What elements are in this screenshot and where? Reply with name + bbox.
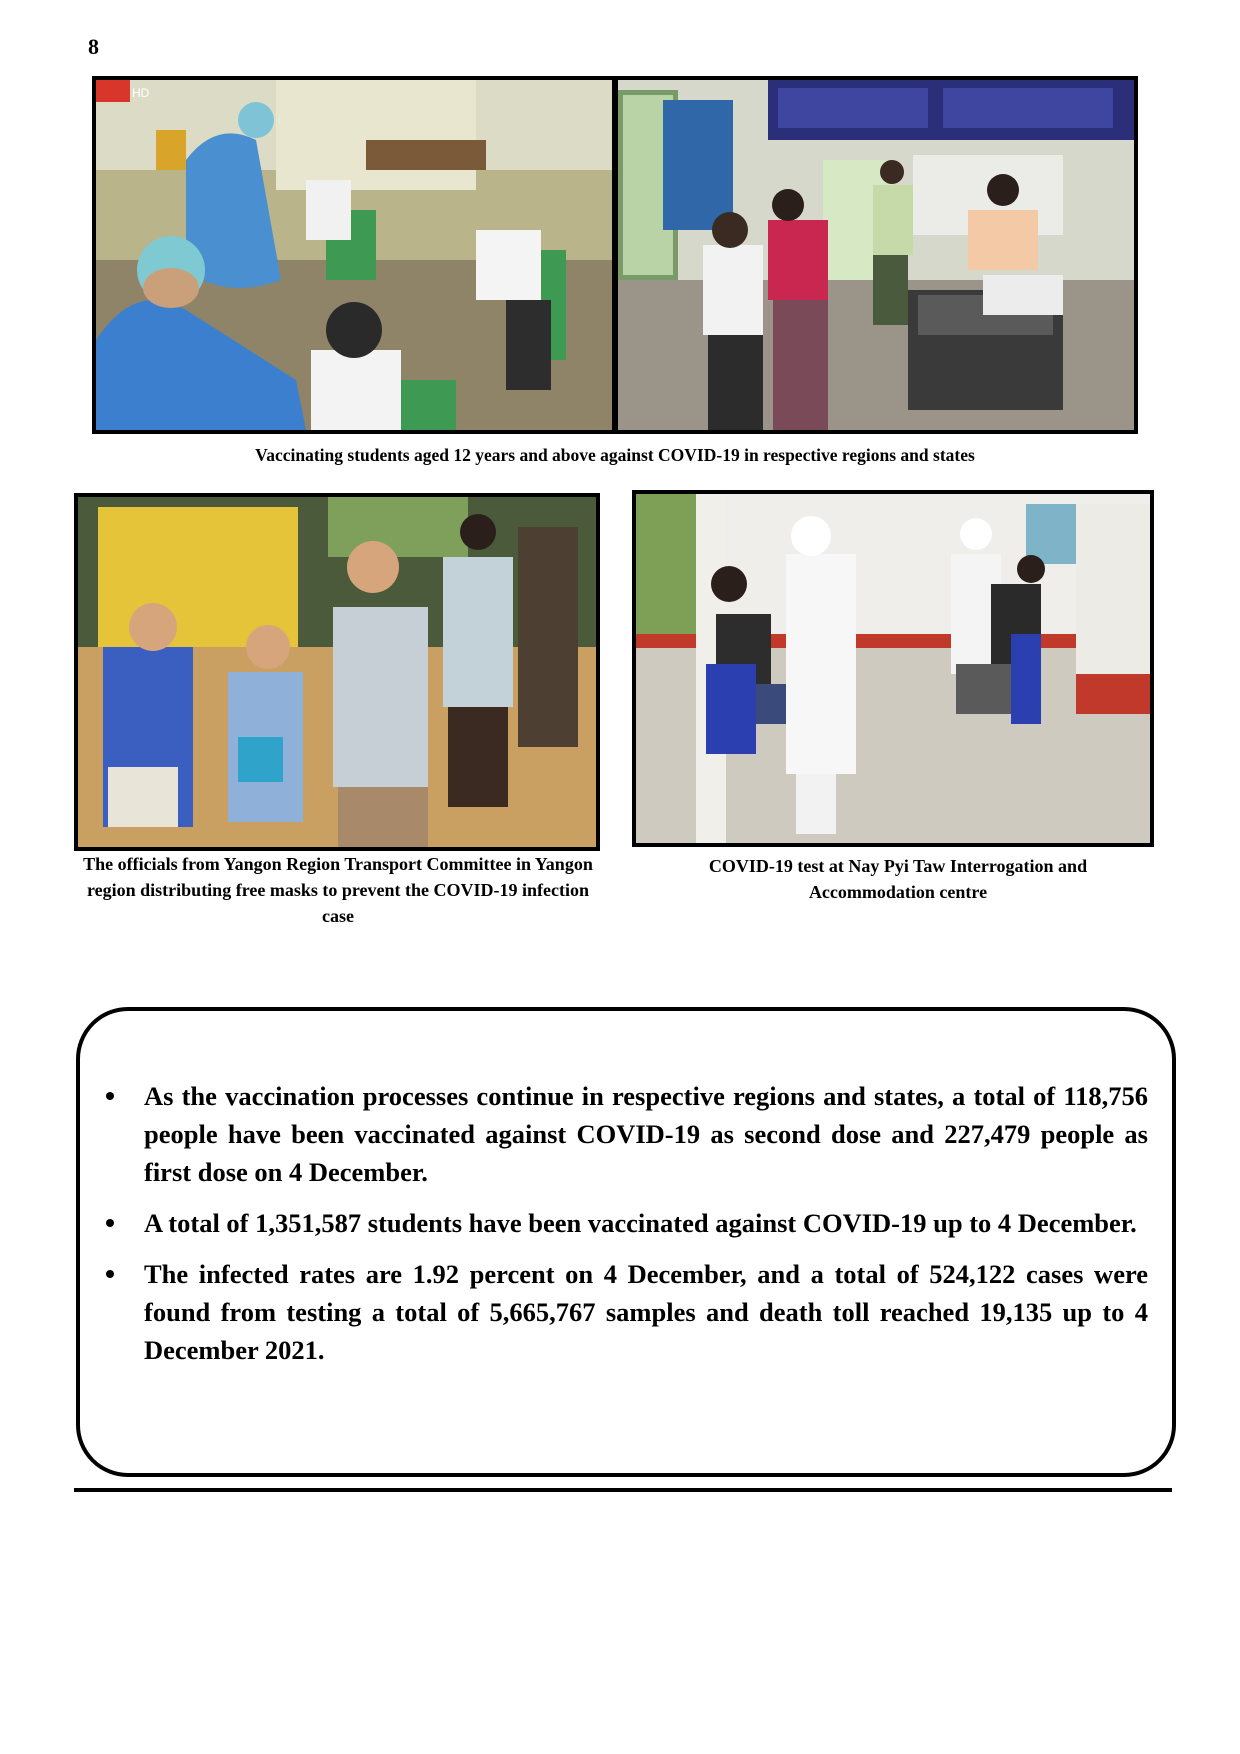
- hd-badge: HD: [132, 86, 150, 100]
- bullet-text: As the vaccination processes continue in respective regions and states, a total of 118,756 people have been vaccinated against COVID-19 as second dose and 227,479 people as first dose on 4 December.: [144, 1081, 1148, 1187]
- photo-vaccination-health-post: [614, 76, 1138, 434]
- summary-bullet-infection-rates: [80, 1255, 1172, 1369]
- summary-bullet-vaccination-doses: [80, 1077, 1172, 1191]
- caption-top: Vaccinating students aged 12 years and above against COVID-19 in respective regions and states: [255, 445, 975, 465]
- photo-vaccination-classroom: [92, 76, 616, 434]
- bullet-dot: [106, 1092, 114, 1100]
- bullet-text: A total of 1,351,587 students have been vaccinated against COVID-19 up to 4 December.: [144, 1208, 1137, 1238]
- bullet-text: The infected rates are 1.92 percent on 4 December, and a total of 524,122 cases were found from testing a total of 5,665,767 samples and death toll reached 19,135 up to 4 December 2021.: [144, 1259, 1148, 1365]
- bottom-divider: [74, 1488, 1172, 1492]
- bullet-dot: [106, 1219, 114, 1227]
- bullet-dot: [106, 1270, 114, 1278]
- caption-middle-right: COVID-19 test at Nay Pyi Taw Interrogation and Accommodation centre: [708, 856, 1088, 902]
- photo-covid-test: [632, 490, 1154, 847]
- photo-mask-distribution: [74, 493, 600, 851]
- summary-bullet-students: [80, 1204, 1172, 1242]
- page-number: 8: [88, 34, 99, 59]
- summary-list: [80, 1077, 1172, 1382]
- summary-box: [76, 1007, 1176, 1477]
- caption-middle-left: The officials from Yangon Region Transport Committee in Yangon region distributing free masks to prevent the COVID-19 infection case: [83, 854, 593, 926]
